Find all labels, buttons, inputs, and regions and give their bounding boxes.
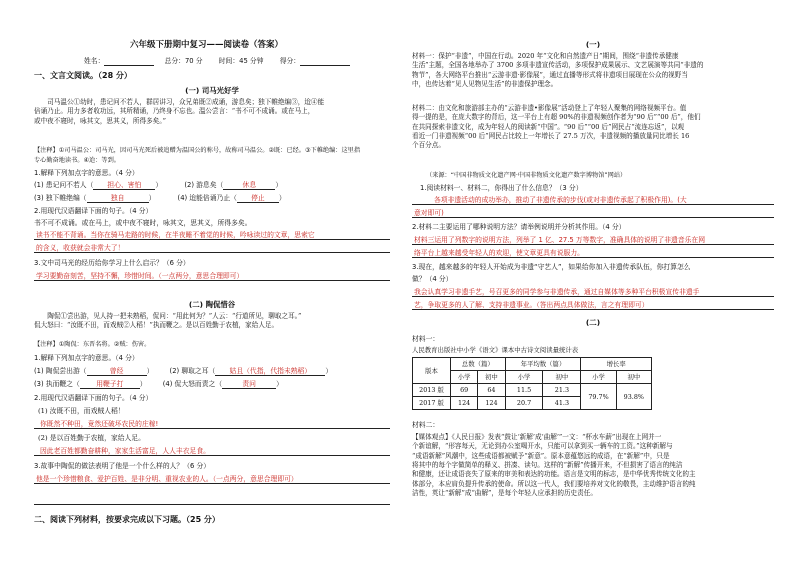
name-blank[interactable] [104,57,154,66]
table-title: 人民教育出版社中小学《语文》课本中古诗文阅读量统计表 [412,346,579,354]
table-header-middle: 初中 [478,371,505,384]
blank-line [34,495,390,505]
r-part1-title: (一) [585,40,601,49]
table-header-avg: 年平均数（篇） [505,358,581,371]
material4 [412,433,774,499]
r-q3-answer[interactable]: 我会认真学习非遗手艺，号召更多的同学参与非遗传承，通过自媒体等多种平台积极宣传非遗手 [412,288,774,297]
answer-blank[interactable]: 用鞭子打 [80,380,140,389]
material-line: 体部分，本应肩负提升传承的使命。所以这一代人，我们要培养对文化的敬畏，主动维护语言的纯 [412,479,696,488]
passage-line: 侃大怒曰：“汝既不田，而戏贼②人稻！”执而鞭之。是以百姓勤于农植，家给人足。 [34,321,279,330]
table-header-primary: 小学 [581,371,616,384]
p1-q2-source: 书不可不成诵。或在马上，或中夜不寝时，咏其文，思其义，所得多矣。 [34,219,252,227]
p1-q3: 3.文中司马光的经历给你学习上什么启示？（6 分） [34,259,190,267]
p2-q1-row2 [34,380,283,389]
q-close: ） [155,181,163,189]
answer-blank[interactable]: 担心、害怕 [93,181,155,190]
material-line: 【媒体观点】《人民日报》发表“鼓让‘新解’成‘曲解’”一文：“杯水车薪”出现在上网并一 [412,433,662,441]
material3-label: 材料一： [412,335,440,343]
answer-blank[interactable]: 姑且（代指，代指未熟稻） [215,367,325,376]
r-q2-answer-cont[interactable]: 络平台上越来越受年轻人的欢迎，使文章更具有说服力。 [412,249,774,258]
r-q1: 1.阅读材料一、材料二，你得出了什么信息？（3 分） [420,184,583,192]
q-close: ） [275,181,283,189]
answer-blank[interactable]: 曾经 [87,367,147,376]
material-line: 中，也传达着“见人见物见生活”的非遗保护理念。 [412,80,558,89]
p2-q2b-source: (2) 是以百姓勤于农植，家给人足。 [38,434,145,442]
material-line: 物节”，各大网络平台推出“云游非遗·影像展”，通过直播等形式将非遗项目展现在公众的视野当 [412,70,688,79]
answer-blank[interactable]: 停止 [237,194,279,203]
table-cell: 2017 版 [413,397,451,410]
table-cell: 124 [451,397,478,410]
answer-blank[interactable]: 独自 [87,194,149,203]
material-line: 材料二：由文化和旅游部主办的“云游非遗•影像展”活动登上了年轻人聚集的网络视频平台。值 [412,104,687,112]
material-source: （来源：“中国非物质文化遗产网·中国非物质文化遗产数字博物馆”网站） [426,172,627,179]
right-column [412,0,774,562]
part2-notes: 【注释】①陶侃：东晋名将。②贼：伤害。 [34,341,151,348]
passage-line: 倍诵乃止。用力多者收功远，其所精诵，乃终身不忘也。温公尝言：“书不可不成诵。或在马上， [34,107,315,116]
q-label: (4) 侃大怒而责之（ [162,380,223,388]
time-label: 时间：45 分钟 [218,57,264,65]
table-cell: 41.3 [543,397,581,410]
q-label: (2) 聊取之耳（ [169,367,216,375]
answer-blank[interactable]: 休息 [223,181,275,190]
q-label: (4) 迨能倍诵乃止（ [177,194,237,202]
material-line: 看近一门非遗视频“00 后”网民占比较上一年增长了 27.5 万次，非遗视频的播放量同比增长 16 [412,132,690,141]
material-line: 个新谊解，“形容每天，无论到办公室喝开水，只能可以拿到买一辆车的工资。”这种新解与 [412,442,673,451]
material-line: 生活”主题，全国各地举办了 3700 多项非遗宣传活动，多项保护成果展示、文艺展演等共同“非遗的 [412,61,704,70]
table-header-version: 版本 [413,358,451,384]
material2 [412,104,774,151]
r-q2: 2.材料二主要运用了哪种说明方法？请举例说明并分析其作用。（4 分） [412,223,626,231]
table-cell: 93.8% [616,384,651,410]
material4-label: 材料二： [412,421,440,429]
r-q3-answer-cont[interactable]: 艺，争取更多的人了解、支持非遗事业。（答出两点具体做法，言之有理即可） [412,301,774,310]
p2-q2a-answer[interactable]: 你既然不种田，竟然还破坏农民的庄稼! [34,420,390,429]
material-line: 得一提的是，在庞大数字的背后，这一平台上有超 90%的非遗视频创作者为“90 后”“00 后”，他们 [412,113,701,122]
table-header-growth: 增长率 [581,358,652,371]
part1-notes-cont: 专心勤奋地读书。④迨：等到。 [34,157,120,164]
part1-passage [34,98,390,126]
q-label: (3) 独下帷绝编（ [34,194,87,202]
table-cell: 124 [478,397,505,410]
q-close: ） [325,367,333,375]
table-header-middle: 初中 [543,371,581,384]
table-header-middle: 初中 [616,371,651,384]
name-field [84,57,350,66]
p1-q2-answer[interactable]: 读书不能不背诵。当你在骑马走路的时候，在半夜睡不着觉的时候，吟咏读过的文章，思索它 [34,231,390,240]
q-label: (1) 陶侃尝出游（ [34,367,87,375]
r-q1-answer[interactable]: 各项非遗活动的成功举办，推动了非遗传承的步伐(或对非遗传承起了积极作用)。(大 [412,196,774,205]
passage-line: 陶侃①尝出游，见人持一把未熟稻，侃问：“用此何为？”人云：“行道所见，聊取之耳。” [47,312,302,320]
material-line: 在共同探索非遗文化，成为年轻人的阅读新“中国”。“90 后”“00 后”网民占“流连忘返”，以观 [412,122,685,131]
p1-q2: 2.用现代汉语翻译下面的句子。（4 分） [34,207,153,215]
table-cell: 21.3 [543,384,581,397]
part1-title: (一) 司马光好学 [185,86,239,95]
q-close: ） [148,194,156,202]
p2-q2: 2.用现代汉语翻译下面的句子。（4 分） [34,394,153,402]
material1 [412,52,774,89]
q-close: ） [146,367,154,375]
stats-table [412,357,652,410]
p1-q1: 1.解释下列加点字的意思。（4 分） [34,169,139,177]
q-close: ） [276,380,283,388]
passage-line: 或中夜不寝时，咏其文，思其义，所得多矣。” [34,116,166,125]
table-header-total: 总数（篇） [451,358,506,371]
total-label: 总分：70 分 [164,57,203,65]
p2-q1-row1 [34,367,332,376]
material-line: “成语新解”风潮中，这些成语都被赋予“新意”。原本意蕴悠远的成语，在“新解”中，只是 [412,451,670,460]
material-line: 将其中的每个字做简单的释义、拼凑、读句。这样的“新解”传播开来，不但损害了语言的纯洁 [412,461,683,470]
q-label: (1) 患记问不若人（ [34,181,94,189]
table-cell: 2013 版 [413,384,451,397]
p1-q3-answer[interactable]: 学习要勤奋刻苦，坚持不懈，珍惜时间。（一点两分，意思合理即可） [34,272,390,281]
p2-q1: 1.解释下列加点字的意思。（4 分） [34,354,139,362]
r-q1-answer-cont[interactable]: 意对即可) [412,209,774,218]
table-cell: 79.7% [581,384,616,410]
part1-notes: 【注释】①司马温公：司马光，因司马光死后被追赠为温国公的称号，故称司马温公。②既：已经。③下帷绝编：这里指 [34,147,361,154]
table-row [413,384,652,397]
p2-q3: 3.故事中陶侃的做法表明了他是一个什么样的人？（6 分） [34,462,211,470]
section1-heading: 一、文言文阅读。（28 分） [34,71,132,80]
table-cell: 20.7 [505,397,543,410]
name-label: 姓名： [84,57,105,65]
section2-heading: 二、阅读下列材料，按要求完成以下习题。（25 分） [34,515,220,524]
part2-title: (二) 陶侃惜谷 [188,300,236,309]
q-close: ） [139,380,147,388]
passage-line: 司马温公①幼时，患记问不若人，群居讲习，众兄弟既②成诵，游息矣；独下帷绝编③，迨④能 [47,98,325,106]
p1-q1-row2 [34,194,286,203]
score-blank[interactable] [300,57,350,66]
q-close: ） [278,194,286,202]
material-line: 个百分点。 [412,141,445,150]
table-header-primary: 小学 [505,371,543,384]
q-label: (2) 游息矣（ [184,181,224,189]
left-column [34,0,390,562]
r-q2-answer[interactable]: 材料三运用了列数字的说明方法，列举了 1 亿、27.5 万等数字，准确具体的说明了非遗音乐在网 [412,236,774,245]
q-label: (3) 执而鞭之（ [34,380,80,388]
material-line: 材料一：保护“非遗”，中国在行动。2020 年“文化和自然遗产日”期间，围绕“非遗传承健康 [412,52,679,60]
p1-q2-answer-cont[interactable]: 的含义，收获就会非常大了！ [34,244,390,253]
p2-q3-answer[interactable]: 他是一个珍惜粮食、爱护百姓、是非分明、重视农业的人。（一点两分，意思合理即可） [34,475,390,484]
r-q3: 3.现在，越来越多的年轻人开始成为非遗“守艺人”，如果给你加入非遗传承队伍，你打算怎么 [412,263,691,271]
table-cell: 64 [478,384,505,397]
answer-blank[interactable]: 责问 [222,380,276,389]
material-line: 和健康，还让成语丧失了原来的审美和表达的功能。语言是文明的标志，是中华优秀传统文化的主 [412,470,696,479]
r-q3-cont: 做？（4 分） [412,275,453,283]
page-title: 六年级下册期中复习——阅读卷（答案） [130,40,284,50]
table-cell: 69 [451,384,478,397]
r-part2-title: (二) [585,318,601,327]
p1-q1-row1 [34,181,282,190]
p2-q2b-answer[interactable]: 因此老百姓都勤奋耕种，家家生活富足，人人丰衣足食。 [34,447,390,456]
table-header-primary: 小学 [451,371,478,384]
material-line: 洁性，英让“新解”成“曲解”，是每个年轻人应承担的历史责任。 [412,489,597,498]
table-cell: 11.5 [505,384,543,397]
p2-q2a-source: (1) 汝既不田，而戏贼人稻！ [38,407,125,415]
part2-passage [34,312,390,331]
score-label: 得分： [279,57,301,65]
